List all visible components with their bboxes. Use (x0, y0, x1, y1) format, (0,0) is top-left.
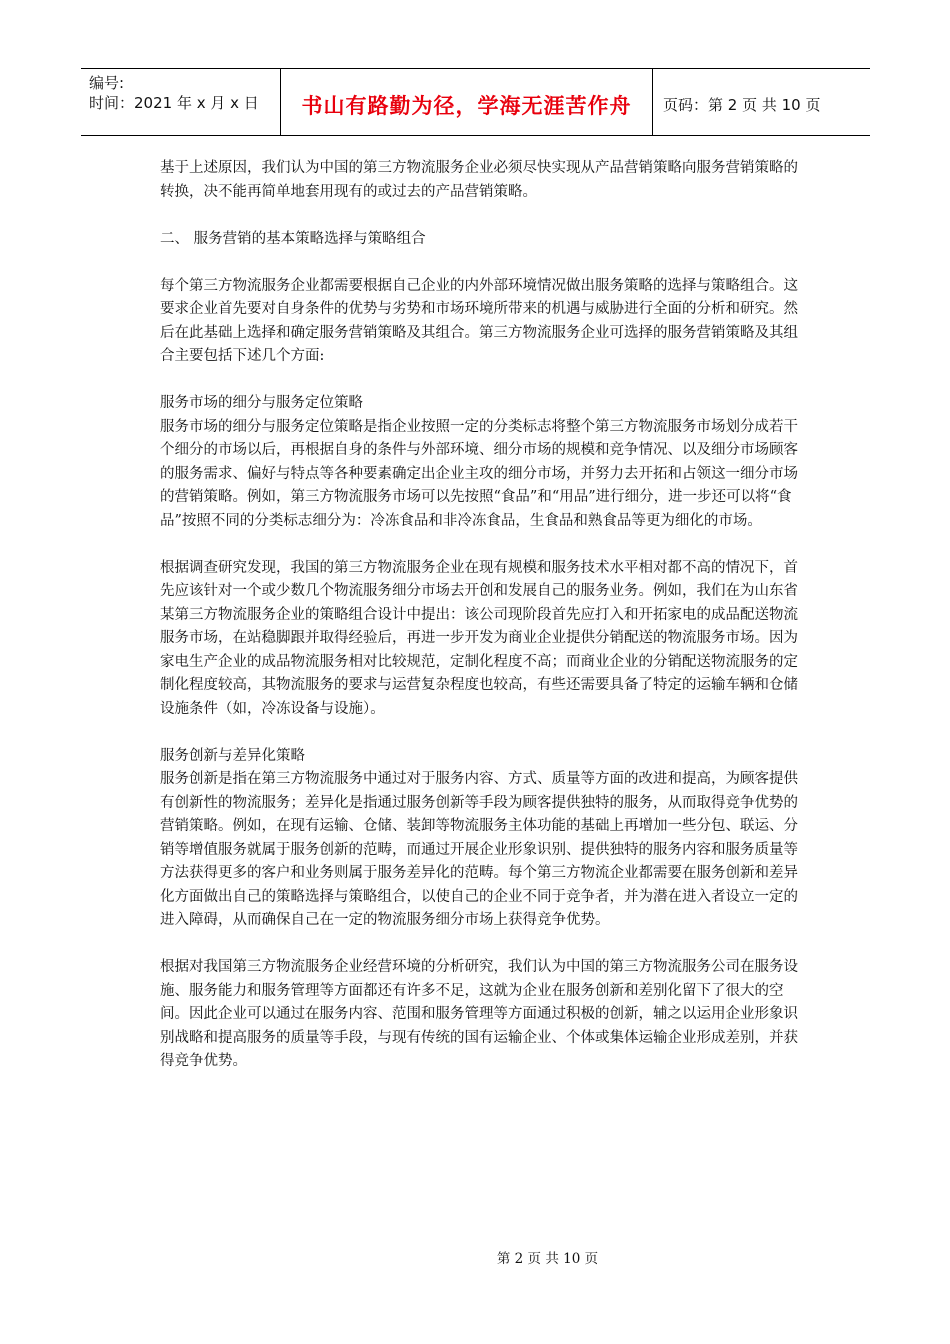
header-page-info: 页码：第 2 页 共 10 页 (663, 95, 821, 114)
date-line: 时间：2021 年 x 月 x 日 (89, 94, 259, 112)
subsection-heading: 服务市场的细分与服务定位策略 (160, 395, 363, 411)
subsection-heading: 服务创新与差异化策略 (160, 747, 305, 764)
paragraph: 基于上述原因，我们认为中国的第三方物流服务企业必须尽快实现从产品营销策略向服务营销策略的转换，决不能再简单地套用现有的或过去的产品营销策略。 (160, 160, 798, 200)
serial-number-label: 编号: (89, 74, 125, 92)
page-header (81, 68, 870, 136)
paragraph: 服务创新是指在第三方物流服务中通过对于服务内容、方式、质量等方面的改进和提高，为顾客提供有创新性的物流服务；差异化是指通过服务创新等手段为顾客提供独特的服务，从而取得竞争优势的营销策略。例如，在现有运输、仓储、装卸等物流服务主体功能的基础上再增加一些分包、联运、分销等增值服务就属于服务创新的范畴，而通过开展企业形象识别、提供独特的服务内容和服务质量等方法获得更多的客户和业务则属于服务差异化的范畴。每个第三方物流企业都需要在服务创新和差异化方面做出自己的策略选择与策略组合，以使自己的企业不同于竞争者，并为潜在进入者设立一定的进入障碍，从而确保自己在一定的物流服务细分市场上获得竞争优势。 (160, 771, 798, 928)
paragraph: 根据对我国第三方物流服务企业经营环境的分析研究，我们认为中国的第三方物流服务公司在服务设施、服务能力和服务管理等方面都还有许多不足，这就为企业在服务创新和差别化留下了很大的空间。因此企业可以通过在服务内容、范围和服务管理等方面通过积极的创新，辅之以运用企业形象识别战略和提高服务的质量等手段，与现有传统的国有运输企业、个体或集体运输企业形成差别，并获得竞争优势。 (160, 959, 798, 1069)
paragraph: 服务市场的细分与服务定位策略是指企业按照一定的分类标志将整个第三方物流服务市场划分成若干个细分的市场以后，再根据自身的条件与外部环境、细分市场的规模和竞争情况、以及细分市场顾客的服务需求、偏好与特点等各种要素确定出企业主攻的细分市场，并努力去开拓和占领这一细分市场的营销策略。例如，第三方物流服务市场可以先按照“食品”和“用品”进行细分，进一步还可以将“食品”按照不同的分类标志细分为：冷冻食品和非冷冻食品，生食品和熟食品等更为细化的市场。 (160, 418, 798, 529)
header-motto: 书山有路勤为径，学海无涯苦作舟 (281, 69, 653, 135)
page-footer: 第 2 页 共 10 页 (496, 1251, 599, 1267)
document-body (160, 157, 800, 1074)
paragraph: 根据调查研究发现，我国的第三方物流服务企业在现有规模和服务技术水平相对都不高的情况下，首先应该针对一个或少数几个物流服务细分市场去开创和发展自己的服务业务。例如，我们在为山东省某第三方物流服务企业的策略组合设计中提出：该公司现阶段首先应打入和开拓家电的成品配送物流服务市场，在站稳脚跟并取得经验后，再进一步开发为商业企业提供分销配送的物流服务市场。因为家电生产企业的成品物流服务相对比较规范，定制化程度不高；而商业企业的分销配送物流服务的定制化程度较高，其物流服务的要求与运营复杂程度也较高，有些还需要具备了特定的运输车辆和仓储设施条件（如，冷冻设备与设施）。 (160, 559, 798, 717)
header-meta (81, 69, 281, 135)
section-heading: 二、 服务营销的基本策略选择与策略组合 (160, 230, 426, 247)
paragraph: 每个第三方物流服务企业都需要根据自己企业的内外部环境情况做出服务策略的选择与策略组合。这要求企业首先要对自身条件的优势与劣势和市场环境所带来的机遇与威胁进行全面的分析和研究。然后在此基础上选择和确定服务营销策略及其组合。第三方物流服务企业可选择的服务营销策略及其组合主要包括下述几个方面: (160, 277, 798, 364)
